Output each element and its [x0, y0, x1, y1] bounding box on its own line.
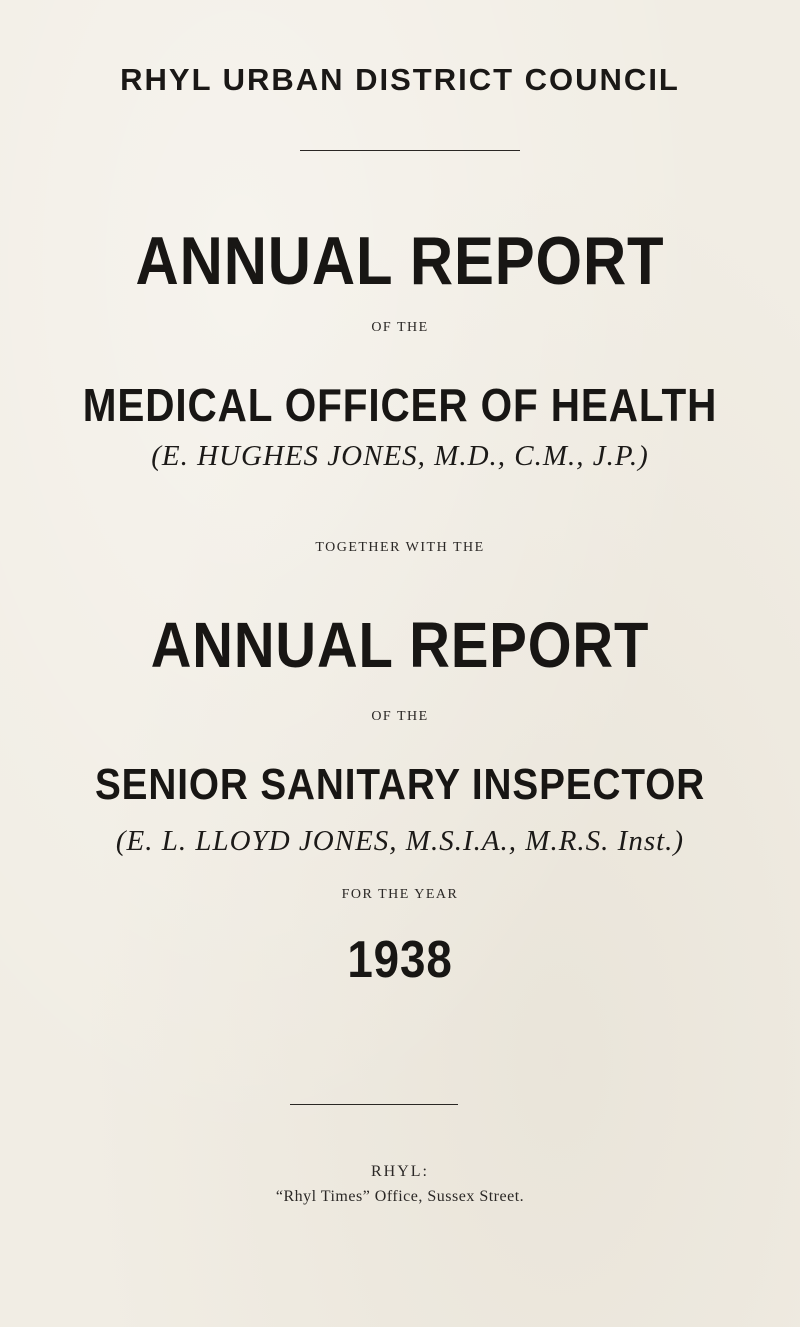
officer-name-medical: (E. HUGHES JONES, M.D., C.M., J.P.) — [151, 440, 649, 472]
imprint-town: RHYL: — [371, 1163, 429, 1180]
of-the-label-primary: OF THE — [371, 320, 429, 335]
bottom-divider — [290, 1104, 458, 1105]
report-title-primary: ANNUAL REPORT — [135, 223, 665, 299]
of-the-label-secondary: OF THE — [371, 709, 429, 724]
officer-name-inspector: (E. L. LLOYD JONES, M.S.I.A., M.R.S. Inst.) — [115, 825, 685, 857]
for-the-year-label: FOR THE YEAR — [341, 887, 459, 902]
report-title-secondary: ANNUAL REPORT — [150, 609, 650, 681]
report-year: 1938 — [347, 931, 453, 989]
top-divider — [300, 150, 520, 151]
imprint-address: “Rhyl Times” Office, Sussex Street. — [275, 1188, 525, 1205]
office-title-medical: MEDICAL OFFICER OF HEALTH — [82, 379, 718, 431]
office-title-inspector: SENIOR SANITARY INSPECTOR — [94, 760, 706, 809]
together-with-label: TOGETHER WITH THE — [315, 540, 485, 555]
council-name: RHYL URBAN DISTRICT COUNCIL — [120, 62, 680, 97]
